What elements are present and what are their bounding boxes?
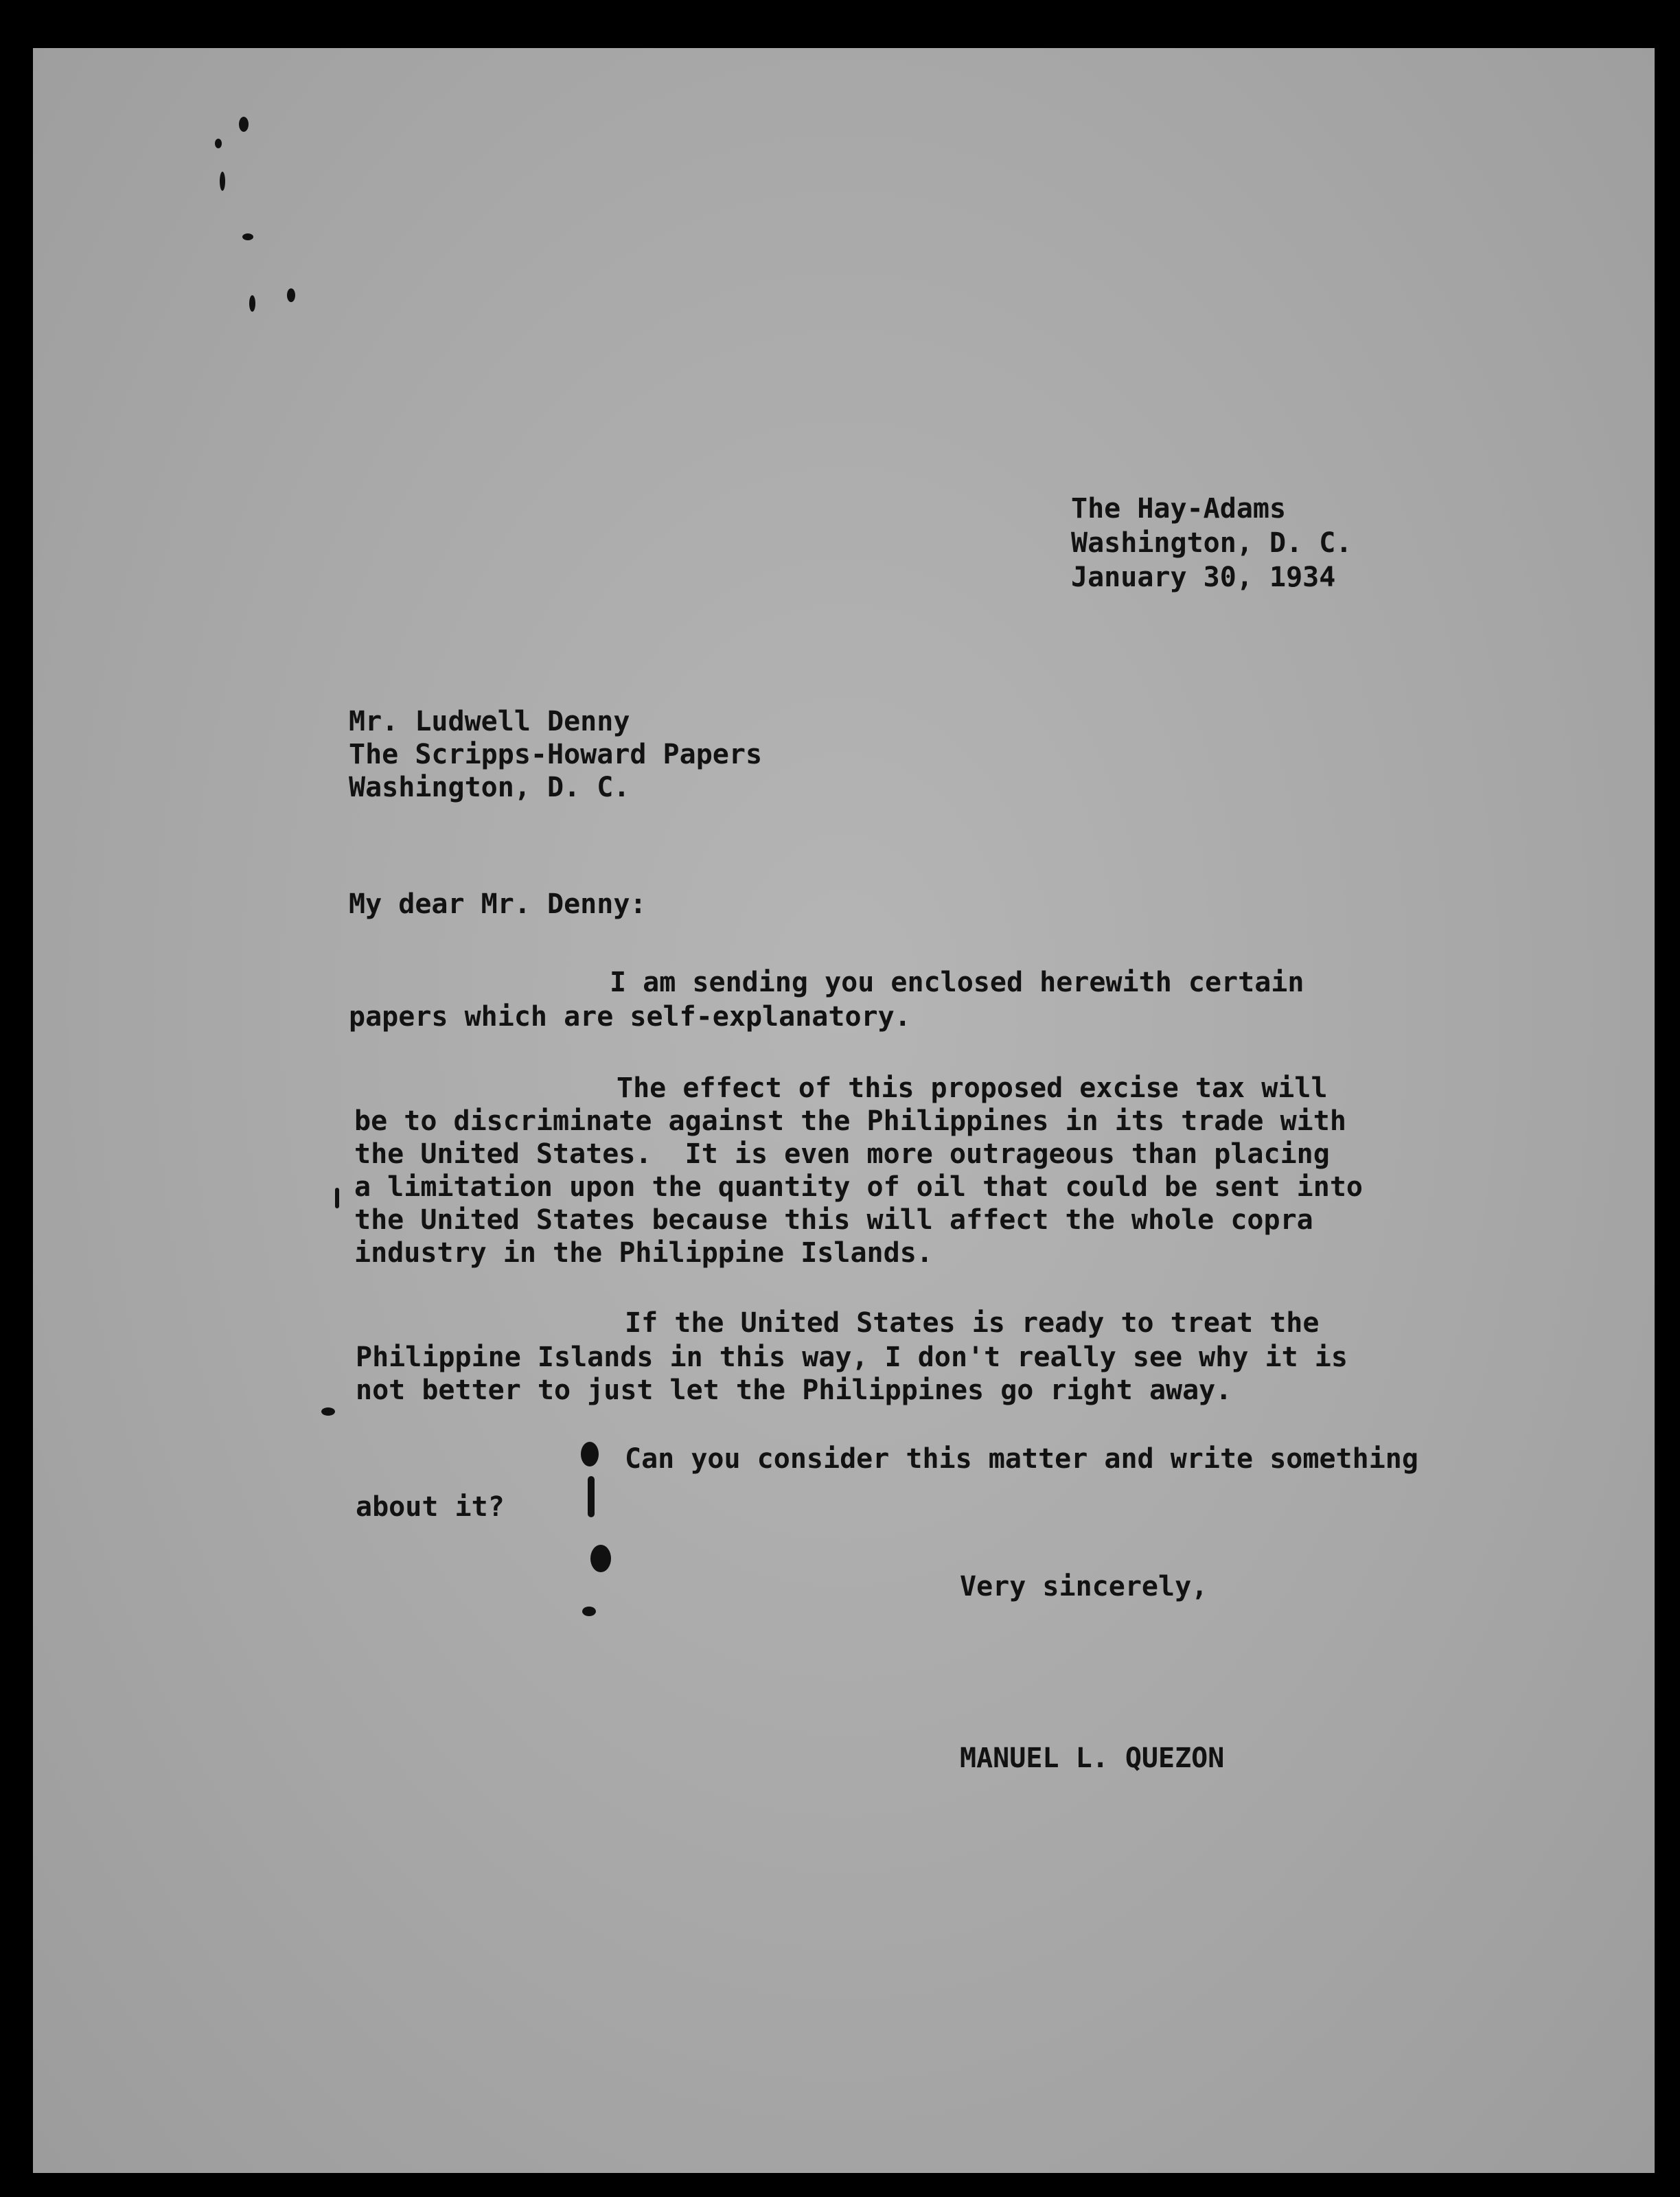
body-line: not better to just let the Philippines go right away. bbox=[356, 1374, 1232, 1406]
body-line: be to discriminate against the Philippines in its trade with bbox=[354, 1105, 1346, 1137]
recipient-name: Mr. Ludwell Denny bbox=[349, 706, 630, 737]
recipient-organization: The Scripps-Howard Papers bbox=[349, 739, 763, 770]
body-line: Can you consider this matter and write something bbox=[625, 1443, 1418, 1475]
letter-date: January 30, 1934 bbox=[1071, 562, 1336, 593]
body-line: the United States because this will affect the whole copra bbox=[354, 1204, 1313, 1236]
signature-name: MANUEL L. QUEZON bbox=[960, 1742, 1225, 1774]
salutation: My dear Mr. Denny: bbox=[349, 888, 647, 920]
closing: Very sincerely, bbox=[960, 1571, 1208, 1602]
ink-stain bbox=[582, 1607, 596, 1616]
ink-stain bbox=[239, 117, 249, 132]
ink-stain bbox=[335, 1188, 339, 1208]
ink-stain bbox=[321, 1407, 335, 1416]
ink-stain bbox=[215, 139, 222, 148]
return-address-hotel: The Hay-Adams bbox=[1071, 493, 1287, 525]
body-line: the United States. It is even more outrageous than placing bbox=[354, 1138, 1330, 1170]
body-line: The effect of this proposed excise tax will bbox=[617, 1072, 1328, 1104]
body-line: papers which are self-explanatory. bbox=[349, 1001, 911, 1033]
return-address-city: Washington, D. C. bbox=[1071, 527, 1353, 559]
body-line: industry in the Philippine Islands. bbox=[354, 1237, 933, 1269]
body-line: Philippine Islands in this way, I don't really see why it is bbox=[356, 1342, 1348, 1373]
body-line: about it? bbox=[356, 1491, 505, 1523]
ink-stain bbox=[220, 172, 225, 191]
recipient-city: Washington, D. C. bbox=[349, 772, 630, 803]
body-line: I am sending you enclosed herewith certain bbox=[610, 967, 1304, 998]
ink-stain bbox=[287, 288, 295, 302]
body-line: If the United States is ready to treat the bbox=[625, 1307, 1320, 1339]
ink-stain bbox=[588, 1476, 595, 1517]
ink-stain bbox=[249, 295, 255, 312]
body-line: a limitation upon the quantity of oil that could be sent into bbox=[354, 1171, 1363, 1203]
letter-page bbox=[33, 48, 1655, 2173]
ink-stain bbox=[590, 1545, 611, 1572]
ink-stain bbox=[242, 233, 253, 240]
ink-stain bbox=[581, 1442, 599, 1466]
